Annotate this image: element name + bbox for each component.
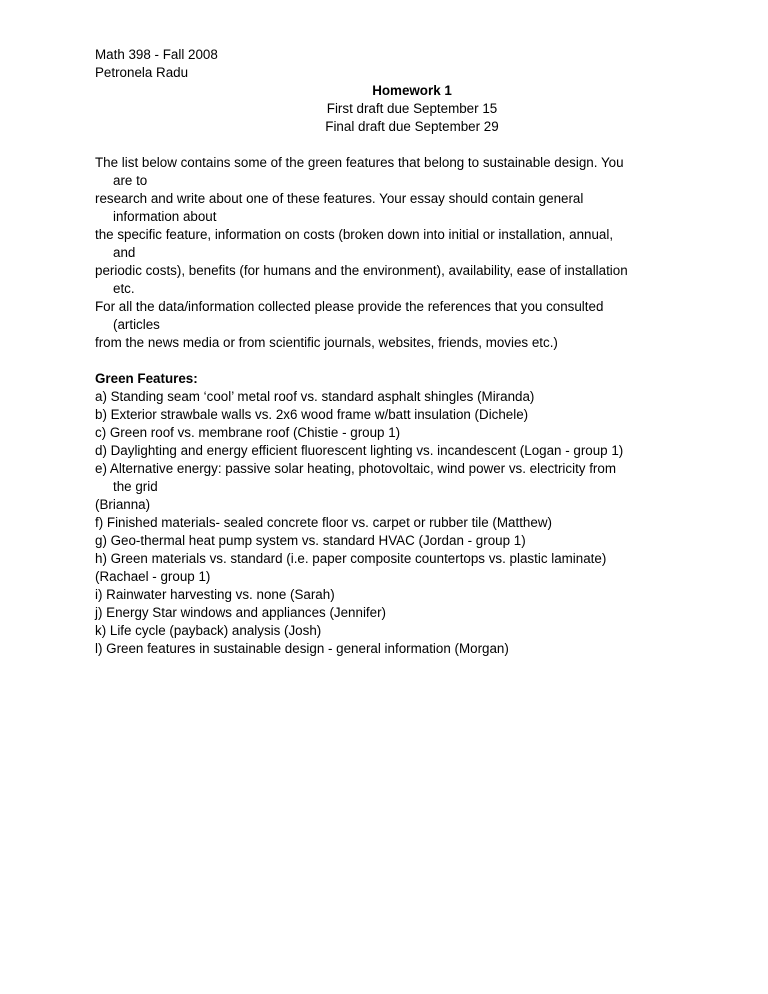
list-item: a) Standing seam ‘cool’ metal roof vs. standard asphalt shingles (Miranda) (95, 389, 535, 404)
list-item: c) Green roof vs. membrane roof (Chistie - group 1) (95, 425, 401, 440)
list-item: h) Green materials vs. standard (i.e. paper composite countertops vs. plastic laminate) (95, 551, 607, 566)
intro-line: periodic costs), benefits (for humans and the environment), availability, ease of installation (95, 263, 628, 278)
list-item: e) Alternative energy: passive solar heating, photovoltaic, wind power vs. electricity from (95, 461, 616, 476)
intro-line: research and write about one of these features. Your essay should contain general (95, 191, 584, 206)
final-draft-due: Final draft due September 29 (325, 119, 499, 134)
list-item: (Rachael - group 1) (95, 569, 211, 584)
intro-line: etc. (113, 281, 135, 296)
intro-line: the specific feature, information on costs (broken down into initial or installation, annual, (95, 227, 614, 242)
list-item: g) Geo-thermal heat pump system vs. standard HVAC (Jordan - group 1) (95, 533, 526, 548)
list-item: (Brianna) (95, 497, 151, 512)
homework-title: Homework 1 (372, 83, 452, 98)
intro-line: information about (113, 209, 217, 224)
intro-line: from the news media or from scientific journals, websites, friends, movies etc.) (95, 335, 558, 350)
intro-line: and (113, 245, 136, 260)
features-list (95, 388, 735, 658)
intro-line: (articles (113, 317, 160, 332)
features-heading: Green Features: (95, 371, 198, 386)
document-page (95, 46, 735, 658)
intro-line: are to (113, 173, 148, 188)
instructor-line: Petronela Radu (95, 65, 189, 80)
course-line: Math 398 - Fall 2008 (95, 47, 218, 62)
list-item: l) Green features in sustainable design - general information (Morgan) (95, 641, 509, 656)
list-item: the grid (113, 479, 158, 494)
spacer (95, 136, 735, 154)
intro-paragraph (95, 154, 735, 352)
list-item: d) Daylighting and energy efficient fluorescent lighting vs. incandescent (Logan - group 1) (95, 443, 624, 458)
intro-line: For all the data/information collected please provide the references that you consulted (95, 299, 604, 314)
list-item: b) Exterior strawbale walls vs. 2x6 wood frame w/batt insulation (Dichele) (95, 407, 529, 422)
list-item: i) Rainwater harvesting vs. none (Sarah) (95, 587, 335, 602)
list-item: f) Finished materials- sealed concrete floor vs. carpet or rubber tile (Matthew) (95, 515, 552, 530)
spacer (95, 352, 735, 370)
list-item: j) Energy Star windows and appliances (Jennifer) (95, 605, 387, 620)
first-draft-due: First draft due September 15 (326, 101, 498, 116)
intro-line: The list below contains some of the green features that belong to sustainable design. You (95, 155, 624, 170)
list-item: k) Life cycle (payback) analysis (Josh) (95, 623, 322, 638)
